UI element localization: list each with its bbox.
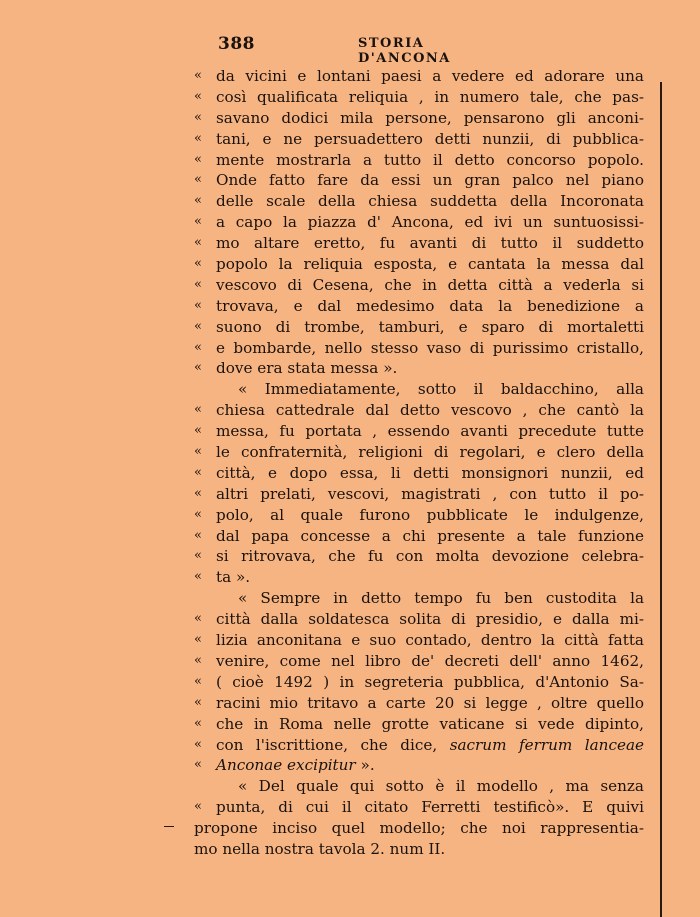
- quote-mark: «: [194, 548, 202, 564]
- text-line: [194, 546, 644, 567]
- quote-mark: «: [194, 506, 202, 522]
- quote-mark: «: [194, 694, 202, 710]
- quote-mark: «: [194, 402, 202, 418]
- line-text: città dalla soldatesca solita di presidio, e dalla mi-: [216, 610, 644, 629]
- quote-mark: «: [194, 235, 202, 251]
- line-text: ta ».: [216, 568, 251, 587]
- text-line: [194, 129, 644, 150]
- quote-mark: «: [194, 632, 202, 648]
- text-line: [194, 338, 644, 359]
- line-text: venire, come nel libro de' decreti dell' anno 1462,: [216, 651, 644, 670]
- text-line: [194, 87, 644, 108]
- line-text: mo altare eretto, fu avanti di tutto il suddetto: [216, 234, 644, 253]
- line-text: savano dodici mila persone, pensarono gli anconi-: [216, 108, 644, 127]
- quote-mark: «: [194, 464, 202, 480]
- line-text: e bombarde, nello stesso vaso di purissimo cristallo,: [216, 338, 644, 357]
- quote-mark: «: [194, 109, 202, 125]
- line-text: suono di trombe, tamburi, e sparo di mortaletti: [216, 317, 644, 336]
- quote-mark: «: [194, 193, 202, 209]
- text-line: [194, 839, 644, 860]
- line-text: con l'iscrittione, che dice,: [216, 735, 450, 754]
- italic-text: Anconae excipitur: [216, 756, 356, 775]
- quote-mark: «: [194, 569, 202, 585]
- text-line: [194, 588, 644, 609]
- line-text: si ritrovava, che fu con molta devozione celebra-: [216, 547, 644, 566]
- quote-mark: «: [194, 715, 202, 731]
- quote-mark: «: [194, 799, 202, 815]
- quote-mark: «: [194, 736, 202, 752]
- line-text: Onde fatto fare da essi un gran palco nel piano: [216, 171, 644, 190]
- quote-mark: «: [194, 297, 202, 313]
- line-text: racini mio tritavo a carte 20 si legge , oltre quello: [216, 693, 644, 712]
- running-title: STORIA D'ANCONA: [358, 36, 451, 66]
- line-text: polo, al quale furono pubblicate le indulgenze,: [216, 505, 644, 524]
- margin-mark: [164, 826, 174, 827]
- text-line: [194, 797, 644, 818]
- italic-text: sacrum ferrum lanceae: [449, 735, 645, 754]
- line-text: le confraternità, religioni di regolari, e clero della: [216, 443, 644, 462]
- text-line: [194, 567, 644, 588]
- quote-mark: «: [194, 276, 202, 292]
- quote-mark: «: [194, 652, 202, 668]
- line-text: popolo la reliquia esposta, e cantata la messa dal: [216, 255, 644, 274]
- line-text: dal papa concesse a chi presente a tale funzione: [216, 526, 644, 545]
- line-text: tani, e ne persuadettero detti nunzii, di pubblica-: [216, 129, 644, 148]
- line-text: a capo la piazza d' Ancona, ed ivi un suntuosissi-: [216, 213, 644, 232]
- text-line: [194, 212, 644, 233]
- quote-mark: «: [194, 423, 202, 439]
- quote-mark: «: [194, 172, 202, 188]
- text-line: [194, 818, 644, 839]
- line-text: ( cioè 1492 ) in segreteria pubblica, d'Antonio Sa-: [216, 672, 644, 691]
- line-text: delle scale della chiesa suddetta della Incoronata: [216, 192, 644, 211]
- quote-mark: «: [194, 339, 202, 355]
- line-text: messa, fu portata , essendo avanti precedute tutte: [216, 422, 644, 441]
- text-line: [194, 463, 644, 484]
- quote-mark: «: [194, 673, 202, 689]
- quote-mark: «: [194, 214, 202, 230]
- text-line: [194, 442, 644, 463]
- body-text: [194, 66, 644, 860]
- line-text: lizia anconitana e suo contado, dentro la città fatta: [216, 631, 644, 650]
- text-line: [194, 66, 644, 87]
- text-line: [194, 735, 644, 756]
- line-text: che in Roma nelle grotte vaticane si vede dipinto,: [216, 714, 644, 733]
- text-line: [194, 296, 644, 317]
- line-text: propone inciso quel modello; che noi rappresentia-: [194, 819, 644, 838]
- text-line: [194, 254, 644, 275]
- text-line: [194, 672, 644, 693]
- text-line: [194, 275, 644, 296]
- quote-mark: «: [194, 444, 202, 460]
- text-line: [194, 191, 644, 212]
- quote-mark: «: [194, 485, 202, 501]
- text-line: [194, 526, 644, 547]
- quote-mark: «: [194, 360, 202, 376]
- line-text: dove era stata messa ».: [216, 359, 398, 378]
- quote-mark: «: [194, 130, 202, 146]
- text-line: [194, 108, 644, 129]
- text-line: [194, 358, 644, 379]
- quote-mark: «: [194, 757, 202, 773]
- text-line: [194, 505, 644, 526]
- page-header: [218, 34, 518, 66]
- text-line: [194, 484, 644, 505]
- line-text: trovava, e dal medesimo data la benedizione a: [216, 296, 644, 315]
- text-line: [194, 609, 644, 630]
- page-edge-line: [660, 82, 662, 917]
- line-text: « Immediatamente, sotto il baldacchino, alla: [238, 380, 644, 399]
- line-text: città, e dopo essa, li detti monsignori nunzii, ed: [216, 463, 644, 482]
- text-line: [194, 150, 644, 171]
- text-line: [194, 630, 644, 651]
- line-text: « Del quale qui sotto è il modello , ma senza: [238, 777, 644, 796]
- text-line: [194, 755, 644, 776]
- line-text: chiesa cattedrale dal detto vescovo , che cantò la: [216, 401, 644, 420]
- text-line: [194, 317, 644, 338]
- quote-mark: «: [194, 88, 202, 104]
- line-text: da vicini e lontani paesi a vedere ed adorare una: [216, 67, 644, 85]
- line-text: punta, di cui il citato Ferretti testificò». E quivi: [216, 798, 644, 817]
- line-text: mo nella nostra tavola 2. num II.: [194, 839, 446, 858]
- text-line: [194, 379, 644, 400]
- page-number: 388: [218, 34, 255, 54]
- text-line: [194, 400, 644, 421]
- text-line: [194, 714, 644, 735]
- line-text: « Sempre in detto tempo fu ben custodita la: [238, 589, 644, 608]
- text-line: [194, 233, 644, 254]
- text-line: [194, 776, 644, 797]
- text-line: [194, 651, 644, 672]
- quote-mark: «: [194, 318, 202, 334]
- line-text: altri prelati, vescovi, magistrati , con tutto il po-: [216, 484, 644, 503]
- line-text-after: ».: [355, 756, 375, 775]
- line-text: mente mostrarla a tutto il detto concorso popolo.: [216, 150, 644, 169]
- quote-mark: «: [194, 611, 202, 627]
- quote-mark: «: [194, 256, 202, 272]
- text-line: [194, 170, 644, 191]
- text-line: [194, 421, 644, 442]
- line-text: così qualificata reliquia , in numero tale, che pas-: [216, 87, 644, 106]
- quote-mark: «: [194, 68, 202, 83]
- quote-mark: «: [194, 151, 202, 167]
- line-text: vescovo di Cesena, che in detta città a vederla si: [216, 275, 644, 294]
- quote-mark: «: [194, 527, 202, 543]
- text-line: [194, 693, 644, 714]
